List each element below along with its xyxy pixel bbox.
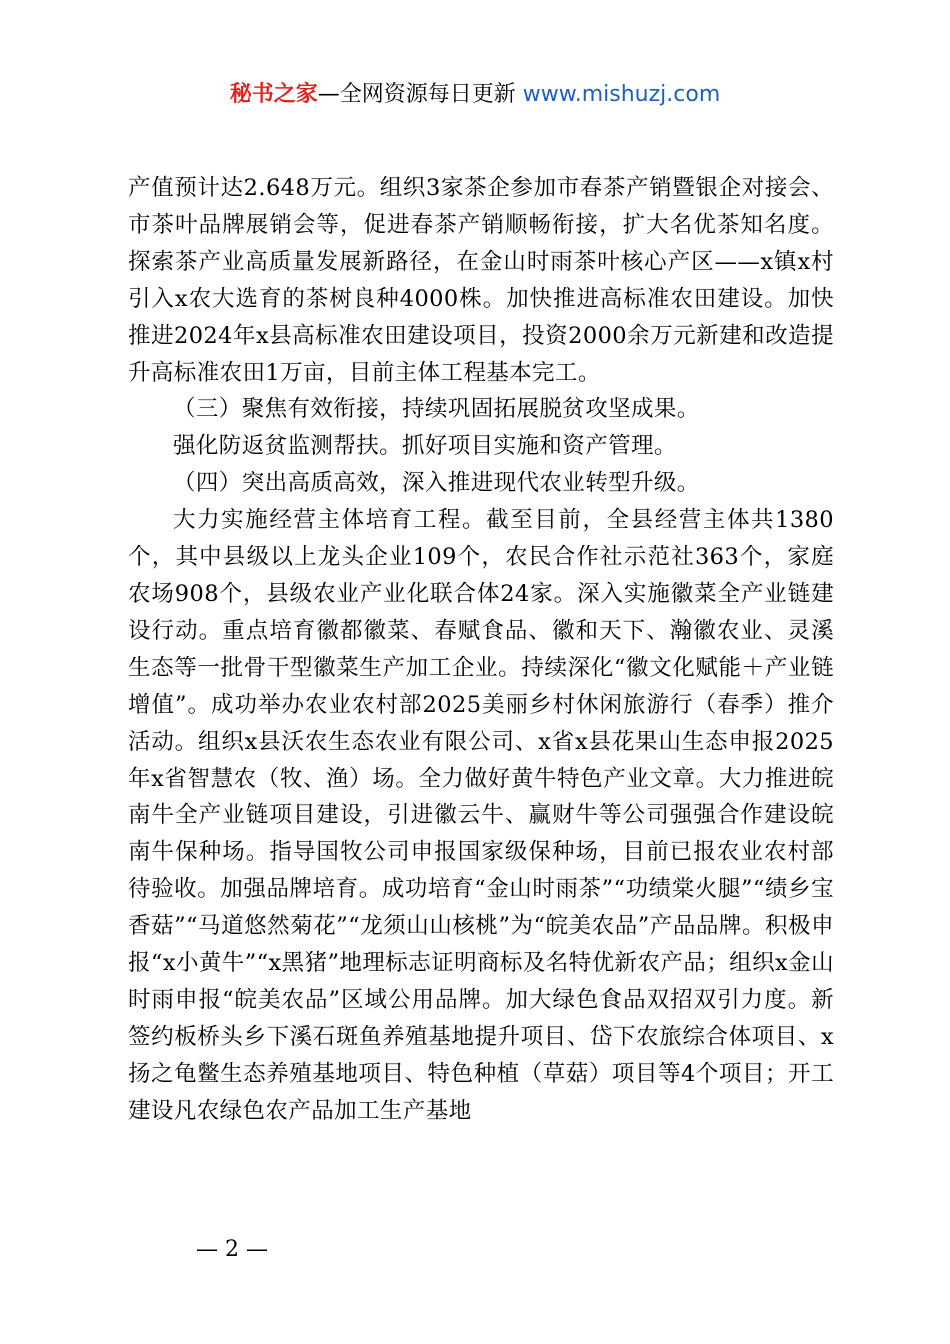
header-tagline: —全网资源每日更新 [317, 82, 516, 107]
page-number: — 2 — [196, 1237, 268, 1262]
paragraph: 强化防返贫监测帮扶。抓好项目实施和资产管理。 [173, 433, 677, 460]
site-header [0, 80, 950, 110]
site-url-link[interactable]: www.mishuzj.com [522, 82, 721, 107]
document-body [128, 170, 834, 1130]
paragraph: 大力实施经营主体培育工程。截至目前，全县经营主体共1380个，其中县级以上龙头企业109个，农民合作社示范社363个，家庭农场908个，县级农业产业化联合体24家。深入实施徽菜全产业链建设行动。重点培育徽都徽菜、春赋食品、徽和天下、瀚徽农业、灵溪生态等一批骨干型徽菜生产加工企业。持续深化“徽文化赋能＋产业链增值”。成功举办农业农村部2025美丽乡村休闲旅游行（春季）推介活动。组织x县沃农生态农业有限公司、x省x县花果山生态申报2025年x省智慧农（牧、渔）场。全力做好黄牛特色产业文章。大力推进皖南牛全产业链项目建设，引进徽云牛、赢财牛等公司强强合作建设皖南牛保种场。指导国牧公司申报国家级保种场，目前已报农业农村部待验收。加强品牌培育。成功培育“金山时雨茶”“功绩棠火腿”“绩乡宝香菇”“马道悠然菊花”“龙须山山核桃”为“皖美农品”产品品牌。积极申报“x小黄牛”“x黑猪”地理标志证明商标及名特优新农产品；组织x金山时雨申报“皖美农品”区域公用品牌。加大绿色食品双招双引力度。新签约板桥头乡下溪石斑鱼养殖基地提升项目、岱下农旅综合体项目、x扬之龟鳖生态养殖基地项目、特色种植（草菇）项目等4个项目；开工建设凡农绿色农产品加工生产基地 [128, 507, 834, 1124]
section-heading-3: （三）聚焦有效衔接，持续巩固拓展脱贫攻坚成果。 [173, 396, 700, 423]
paragraph-continued: 产值预计达2.648万元。组织3家茶企参加市春茶产销暨银企对接会、市茶叶品牌展销会等，促进春茶产销顺畅衔接，扩大名优茶知名度。探索茶产业高质量发展新路径，在金山时雨茶叶核心产区——x镇x村引入x农大选育的茶树良种4000株。加快推进高标准农田建设。加快推进2024年x县高标准农田建设项目，投资2000余万元新建和改造提升高标准农田1万亩，目前主体工程基本完工。 [128, 175, 834, 386]
brand-name: 秘书之家 [229, 82, 318, 107]
section-heading-4: （四）突出高质高效，深入推进现代农业转型升级。 [173, 470, 700, 497]
